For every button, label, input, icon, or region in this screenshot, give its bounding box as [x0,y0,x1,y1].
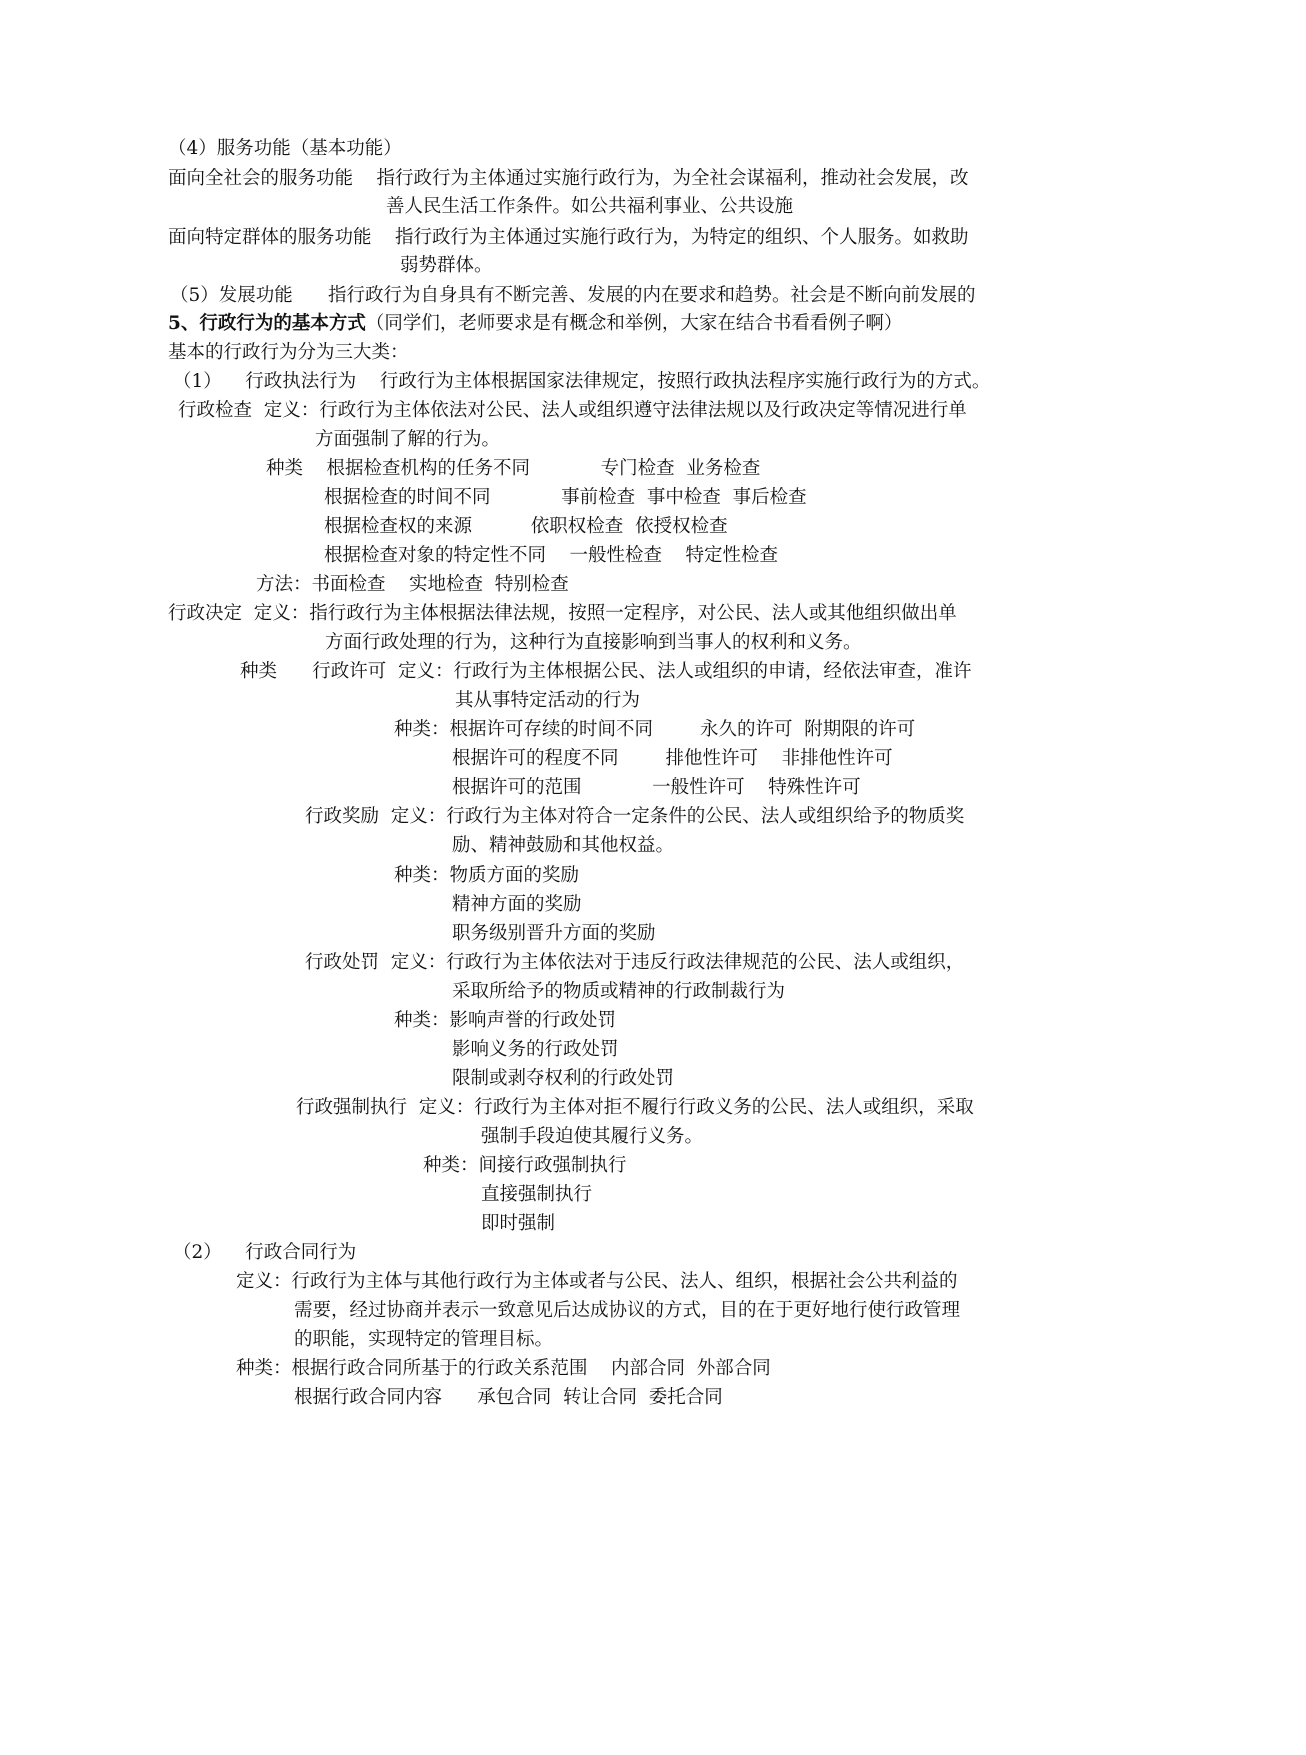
text-line: 强制手段迫使其履行义务。 [481,1126,704,1147]
text-line: 种类 根据检查机构的任务不同 专门检查 业务检查 [266,458,761,479]
text-line: 的职能，实现特定的管理目标。 [294,1329,554,1350]
text-line: 种类 行政许可 定义：行政行为主体根据公民、法人或组织的申请，经依法审查，准许 [240,661,972,682]
text-line: 其从事特定活动的行为 [455,690,641,711]
text-line: 种类：影响声誉的行政处罚 [394,1010,617,1031]
text-line: 根据检查的时间不同 事前检查 事中检查 事后检查 [324,487,807,508]
section-heading: 5、行政行为的基本方式 [168,313,366,334]
text-line: 种类：间接行政强制执行 [423,1155,627,1176]
text-line: 需要，经过协商并表示一致意见后达成协议的方式，目的在于更好地行使行政管理 [294,1300,961,1321]
text-line: 面向特定群体的服务功能 指行政行为主体通过实施行政行为，为特定的组织、个人服务。如救助 [168,227,969,248]
text-line: （2） 行政合同行为 [173,1242,357,1263]
text-line: 基本的行政行为分为三大类： [168,342,409,363]
text-line: 弱势群体。 [400,255,493,276]
text-line: 根据检查权的来源 依职权检查 依授权检查 [324,516,728,537]
text-line: 行政决定 定义：指行政行为主体根据法律法规，按照一定程序，对公民、法人或其他组织做出单 [168,603,957,624]
text-line: 行政奖励 定义：行政行为主体对符合一定条件的公民、法人或组织给予的物质奖 [305,806,965,827]
text-line: （5）发展功能 指行政行为自身具有不断完善、发展的内在要求和趋势。社会是不断向前发展的 [170,285,976,306]
text-line: 种类：物质方面的奖励 [394,865,580,886]
text-line: 方法：书面检查 实地检查 特别检查 [256,574,569,595]
text-line: 方面强制了解的行为。 [315,429,501,450]
text-line: 根据行政合同内容 承包合同 转让合同 委托合同 [294,1387,723,1408]
text-line: 种类：根据许可存续的时间不同 永久的许可 附期限的许可 [394,719,916,740]
text-line: （4）服务功能（基本功能） [168,138,402,159]
text-line: 影响义务的行政处罚 [452,1039,619,1060]
text-line: 行政处罚 定义：行政行为主体依法对于违反行政法律规范的公民、法人或组织， [305,952,965,973]
text-line: 直接强制执行 [481,1184,593,1205]
text-line: 根据许可的范围 一般性许可 特殊性许可 [452,777,861,798]
text-line: 限制或剥夺权利的行政处罚 [452,1068,675,1089]
text-line: 精神方面的奖励 [452,894,582,915]
section-heading-note: （同学们，老师要求是有概念和举例，大家在结合书看看例子啊） [365,313,903,334]
text-line: 即时强制 [481,1213,556,1234]
section-heading-line [168,312,902,336]
text-line: 善人民生活工作条件。如公共福利事业、公共设施 [386,196,794,217]
text-line: 励、精神鼓励和其他权益。 [452,835,675,856]
text-line: （1） 行政执法行为 行政行为主体根据国家法律规定，按照行政执法程序实施行政行为的方式。 [173,371,991,392]
text-line: 行政强制执行 定义：行政行为主体对拒不履行行政义务的公民、法人或组织，采取 [296,1097,974,1118]
text-line: 种类：根据行政合同所基于的行政关系范围 内部合同 外部合同 [236,1358,771,1379]
text-line: 采取所给予的物质或精神的行政制裁行为 [452,981,786,1002]
text-line: 职务级别晋升方面的奖励 [452,923,656,944]
text-line: 定义：行政行为主体与其他行政行为主体或者与公民、法人、组织，根据社会公共利益的 [236,1271,958,1292]
text-line: 根据检查对象的特定性不同 一般性检查 特定性检查 [324,545,779,566]
text-line: 方面行政处理的行为，这种行为直接影响到当事人的权利和义务。 [325,632,862,653]
text-line: 面向全社会的服务功能 指行政行为主体通过实施行政行为，为全社会谋福利，推动社会发展，改 [168,168,969,189]
text-line: 根据许可的程度不同 排他性许可 非排他性许可 [452,748,893,769]
text-line: 行政检查 定义：行政行为主体依法对公民、法人或组织遵守法律法规以及行政决定等情况进行单 [178,400,967,421]
